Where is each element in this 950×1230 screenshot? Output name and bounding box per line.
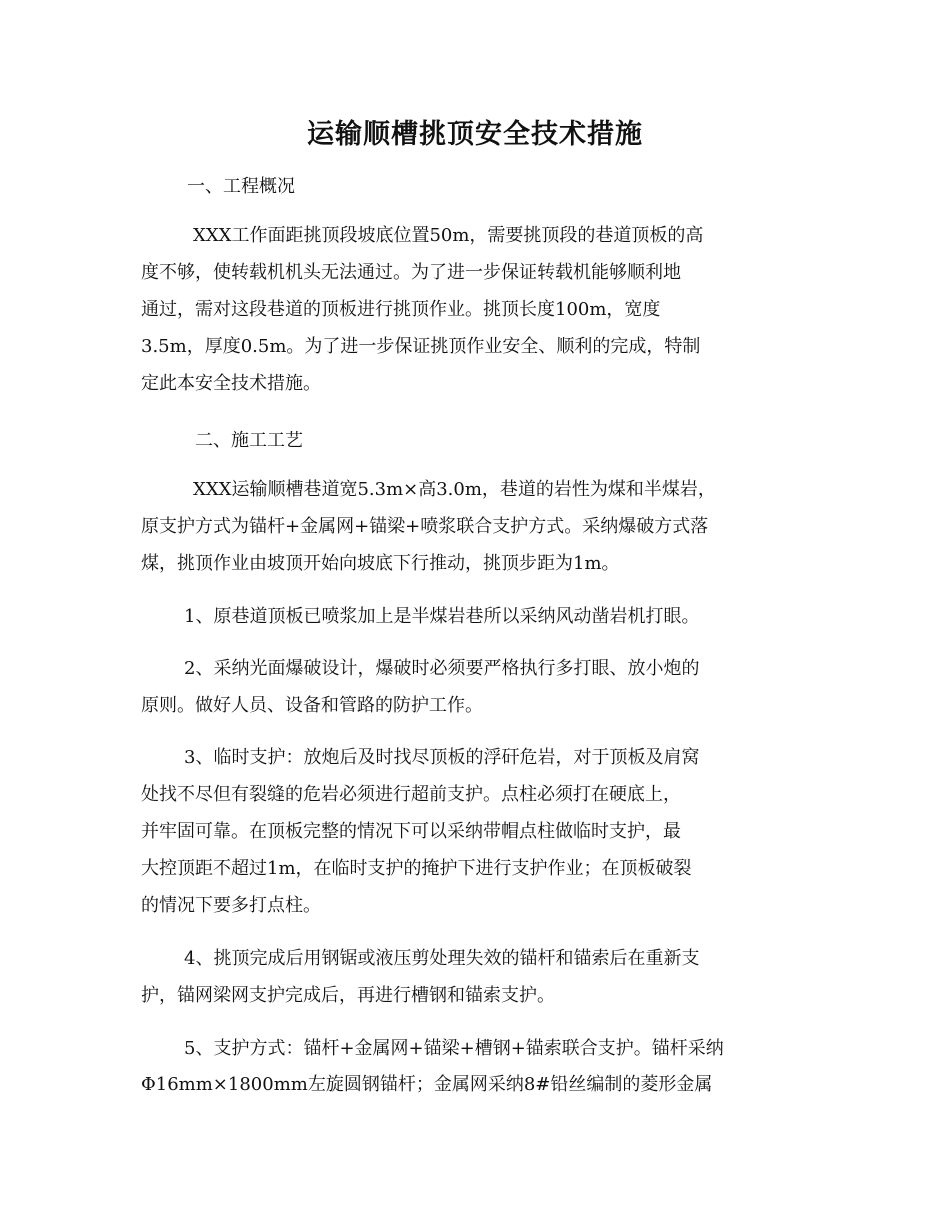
paragraph-line: 5、支护方式：锚杆+金属网+锚梁+槽钢+锚索联合支护。锚杆采纳 (184, 1038, 724, 1059)
paragraph-line: 3.5m，厚度0.5m。为了进一步保证挑顶作业安全、顺利的完成，特制 (141, 336, 701, 357)
paragraph-line: 通过，需对这段巷道的顶板进行挑顶作业。挑顶长度100m，宽度 (141, 299, 661, 320)
paragraph-line: 度不够，使转载机机头无法通过。为了进一步保证转载机能够顺利地 (141, 262, 681, 283)
paragraph-line: 护，锚网梁网支护完成后，再进行槽钢和锚索支护。 (141, 985, 555, 1006)
paragraph-line: 煤，挑顶作业由坡顶开始向坡底下行推动，挑顶步距为1m。 (141, 553, 620, 574)
paragraph-line: 3、临时支护：放炮后及时找尽顶板的浮矸危岩，对于顶板及肩窝 (184, 747, 700, 768)
paragraph-line: 定此本安全技术措施。 (141, 373, 321, 394)
paragraph-line: 原支护方式为锚杆+金属网+锚梁+喷浆联合支护方式。采纳爆破方式落 (141, 516, 709, 537)
section-heading-overview: 一、工程概况 (187, 176, 295, 197)
paragraph-line: 大控顶距不超过1m，在临时支护的掩护下进行支护作业；在顶板破裂 (141, 858, 692, 879)
paragraph-line: 并牢固可靠。在顶板完整的情况下可以采纳带帽点柱做临时支护，最 (141, 821, 681, 842)
section-heading-process: 二、施工工艺 (195, 430, 303, 451)
paragraph-line: 1、原巷道顶板已喷浆加上是半煤岩巷所以采纳风动凿岩机打眼。 (184, 606, 700, 627)
paragraph-line: 原则。做好人员、设备和管路的防护工作。 (141, 695, 483, 716)
paragraph-line: 4、挑顶完成后用钢锯或液压剪处理失效的锚杆和锚索后在重新支 (184, 948, 700, 969)
document-title: 运输顺槽挑顶安全技术措施 (307, 119, 643, 150)
paragraph-line: 2、采纳光面爆破设计，爆破时必须要严格执行多打眼、放小炮的 (184, 658, 700, 679)
paragraph-line: Φ16mm×1800mm左旋圆钢锚杆；金属网采纳8#铅丝编制的菱形金属 (141, 1074, 713, 1095)
paragraph-line: 处找不尽但有裂缝的危岩必须进行超前支护。点柱必须打在硬底上， (141, 784, 681, 805)
paragraph-line: XXX工作面距挑顶段坡底位置50m，需要挑顶段的巷道顶板的高 (193, 225, 704, 246)
paragraph-line: 的情况下要多打点柱。 (141, 895, 321, 916)
paragraph-line: XXX运输顺槽巷道宽5.3m×高3.0m，巷道的岩性为煤和半煤岩， (193, 479, 716, 500)
